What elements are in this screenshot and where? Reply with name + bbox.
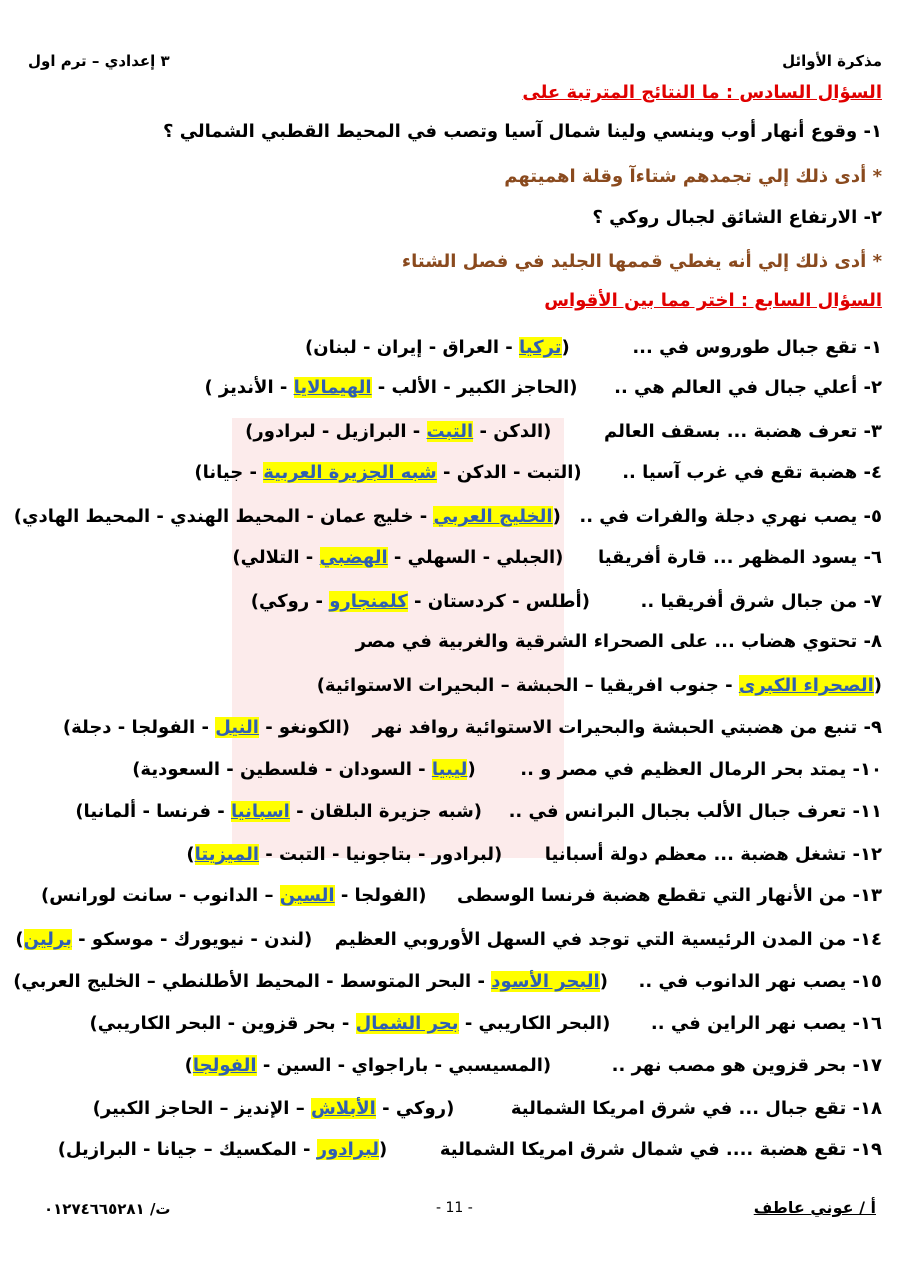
q7-item-11-before: (شبه جزيرة البلقان - bbox=[289, 801, 483, 822]
q7-item-10-stem: ١٠- يمتد بحر الرمال العظيم في مصر و .. bbox=[520, 759, 882, 780]
q7-item-10-answer: ليبيا bbox=[431, 759, 468, 780]
header-title: مذكرة الأوائل bbox=[782, 52, 882, 70]
q6-item-2-answer: * أدى ذلك إلي أنه يغطي قممها الجليد في فصل الشتاء bbox=[401, 251, 882, 272]
q7-item-16 bbox=[90, 1012, 882, 1036]
q7-item-7-after: - روكي) bbox=[250, 591, 330, 612]
q7-item-14-stem: ١٤- من المدن الرئيسية التي توجد في السهل الأوروبي العظيم bbox=[334, 929, 882, 950]
q7-item-4 bbox=[194, 461, 882, 485]
q7-item-19-after: - المكسيك – جيانا - البرازيل) bbox=[57, 1139, 317, 1160]
q7-item-11 bbox=[75, 800, 882, 824]
q7-item-13-stem: ١٣- من الأنهار التي تقطع هضبة فرنسا الوسطى bbox=[457, 885, 882, 906]
q7-item-5-before: ( bbox=[552, 506, 561, 527]
q7-item-14 bbox=[15, 928, 882, 952]
q7-item-19-answer: لبرادور bbox=[316, 1139, 380, 1160]
q7-item-10 bbox=[132, 758, 882, 782]
q7-item-1-answer: تركيا bbox=[519, 337, 562, 358]
q6-item-1-question: ١- وقوع أنهار أوب وينسي ولينا شمال آسيا وتصب في المحيط القطبي الشمالي ؟ bbox=[162, 121, 882, 142]
q7-item-8-stem: ٨- تحتوي هضاب ... على الصحراء الشرقية والغربية في مصر bbox=[355, 631, 882, 652]
q7-item-16-stem: ١٦- يصب نهر الراين في .. bbox=[650, 1013, 882, 1034]
q7-item-13-after: – الدانوب - سانت لورانس) bbox=[41, 885, 280, 906]
q7-item-2-before: (الحاجز الكبير - الألب - bbox=[371, 377, 578, 398]
q7-item-1-before: ( bbox=[561, 337, 570, 358]
q7-item-13-answer: السين bbox=[279, 885, 335, 906]
q7-item-7-answer: كلمنجارو bbox=[329, 591, 408, 612]
q7-item-17-after: ) bbox=[184, 1055, 193, 1076]
q7-item-14-after: ) bbox=[15, 929, 24, 950]
footer-teacher-name: أ / عوني عاطف bbox=[753, 1198, 876, 1217]
q7-item-4-answer: شبه الجزيرة العربية bbox=[263, 462, 437, 483]
q7-item-7-before: (أطلس - كردستان - bbox=[407, 591, 590, 612]
q7-item-15-stem: ١٥- يصب نهر الدانوب في .. bbox=[638, 971, 882, 992]
q7-item-10-before: ( bbox=[467, 759, 476, 780]
q7-item-11-stem: ١١- تعرف جبال الألب بجبال البرانس في .. bbox=[508, 801, 882, 822]
q7-item-1-stem: ١- تقع جبال طوروس في ... bbox=[632, 337, 882, 358]
q7-item-14-before: (لندن - نيويورك - موسكو - bbox=[71, 929, 313, 950]
q7-item-18-after: – الإنديز – الحاجز الكبير) bbox=[92, 1098, 311, 1119]
q7-item-11-answer: اسبانيا bbox=[231, 801, 290, 822]
q7-item-15 bbox=[13, 970, 882, 994]
q7-item-5-answer: الخليج العربي bbox=[433, 506, 553, 527]
q7-item-6 bbox=[232, 546, 882, 570]
q6-item-2-question: ٢- الارتفاع الشائق لجبال روكي ؟ bbox=[592, 207, 882, 228]
q7-item-3-answer: التبت bbox=[426, 421, 474, 442]
q7-item-8-before: ( bbox=[873, 675, 882, 696]
q7-item-4-after: - جيانا) bbox=[194, 462, 264, 483]
q7-item-6-before: (الجبلي - السهلي - bbox=[387, 547, 564, 568]
q7-item-18 bbox=[93, 1097, 882, 1121]
q7-item-4-before: (التبت - الدكن - bbox=[436, 462, 582, 483]
q7-item-6-answer: الهضبي bbox=[319, 547, 388, 568]
q7-item-7 bbox=[251, 590, 882, 614]
q7-item-4-stem: ٤- هضبة تقع في غرب آسيا .. bbox=[622, 462, 882, 483]
q7-item-9-before: (الكونغو - bbox=[258, 717, 351, 738]
q7-item-18-before: (روكي - bbox=[375, 1098, 455, 1119]
q7-item-17-answer: الفولجا bbox=[192, 1055, 257, 1076]
q7-item-2-after: - الأنديز ) bbox=[204, 377, 294, 398]
q7-item-9-stem: ٩- تنبع من هضبتي الحبشة والبحيرات الاستوائية روافد نهر bbox=[372, 717, 882, 738]
q7-item-13-before: (الفولجا - bbox=[334, 885, 427, 906]
q7-item-18-answer: الأبلاش bbox=[311, 1098, 376, 1119]
q7-item-6-stem: ٦- يسود المظهر ... قارة أفريقيا bbox=[597, 547, 882, 568]
q7-item-8-after: - جنوب افريقيا – الحبشة – البحيرات الاستوائية) bbox=[316, 675, 739, 696]
q7-item-2-answer: الهيمالايا bbox=[293, 377, 372, 398]
q7-item-12-answer: الميزيتا bbox=[194, 844, 260, 865]
q7-item-16-answer: بحر الشمال bbox=[355, 1013, 459, 1034]
q7-item-15-before: ( bbox=[599, 971, 608, 992]
q7-item-8 bbox=[356, 630, 882, 654]
q7-item-2-stem: ٢- أعلي جبال في العالم هي .. bbox=[614, 377, 882, 398]
q7-title: السؤال السابع : اختر مما بين الأقواس bbox=[544, 290, 882, 311]
q6-item-1-answer: * أدى ذلك إلي تجمدهم شتاءآ وقلة اهميتهم bbox=[504, 166, 882, 187]
q7-item-9-answer: النيل bbox=[215, 717, 259, 738]
q7-item-11-after: - فرنسا - ألمانيا) bbox=[75, 801, 231, 822]
q7-item-10-after: - السودان - فلسطين - السعودية) bbox=[132, 759, 432, 780]
q7-item-16-before: (البحر الكاريبي - bbox=[458, 1013, 611, 1034]
q7-item-1-after: - العراق - إيران - لبنان) bbox=[304, 337, 520, 358]
q7-item-17-stem: ١٧- بحر قزوين هو مصب نهر .. bbox=[611, 1055, 882, 1076]
q7-item-3-after: - البرازيل - لبرادور) bbox=[245, 421, 427, 442]
q7-item-19-stem: ١٩- تقع هضبة .... في شمال شرق امريكا الشمالية bbox=[439, 1139, 882, 1160]
q7-item-5 bbox=[14, 505, 882, 529]
q7-item-17-before: (المسيسبي - باراجواي - السين - bbox=[256, 1055, 552, 1076]
q7-item-3-before: (الدكن - bbox=[473, 421, 552, 442]
q7-item-7-stem: ٧- من جبال شرق أفريقيا .. bbox=[640, 591, 882, 612]
q7-item-12-before: (لبرادور - بتاجونيا - التبت - bbox=[259, 844, 503, 865]
q7-item-14-answer: برلين bbox=[23, 929, 72, 950]
q7-item-5-stem: ٥- يصب نهري دجلة والفرات في .. bbox=[579, 506, 882, 527]
q7-item-15-after: - البحر المتوسط - المحيط الأطلنطي – الخليج العربي) bbox=[13, 971, 492, 992]
q7-item-12 bbox=[186, 843, 882, 867]
q7-item-8-options bbox=[317, 674, 882, 698]
q7-item-13 bbox=[41, 884, 882, 908]
q7-item-19 bbox=[58, 1138, 882, 1162]
q7-item-15-answer: البحر الأسود bbox=[491, 971, 600, 992]
header-grade: ٣ إعدادي – ترم اول bbox=[28, 52, 170, 70]
q7-item-17 bbox=[185, 1054, 882, 1078]
q7-item-19-before: ( bbox=[379, 1139, 388, 1160]
q7-item-12-after: ) bbox=[186, 844, 195, 865]
q7-item-8-answer: الصحراء الكبرى bbox=[738, 675, 874, 696]
q7-item-16-after: - بحر قزوين - البحر الكاريبي) bbox=[89, 1013, 356, 1034]
q7-item-1 bbox=[305, 336, 882, 360]
q6-title: السؤال السادس : ما النتائج المترتبة على bbox=[522, 82, 882, 103]
q7-item-12-stem: ١٢- تشغل هضبة ... معظم دولة أسبانيا bbox=[544, 844, 882, 865]
footer-phone: ت/ ٠١٢٧٤٦٦٥٢٨١ bbox=[44, 1200, 171, 1218]
q7-item-3 bbox=[245, 420, 882, 444]
q7-item-18-stem: ١٨- تقع جبال ... في شرق امريكا الشمالية bbox=[510, 1098, 882, 1119]
q7-item-9 bbox=[63, 716, 882, 740]
q7-item-3-stem: ٣- تعرف هضبة ... بسقف العالم bbox=[603, 421, 882, 442]
footer-page-number: - 11 - bbox=[436, 1200, 473, 1216]
q7-item-9-after: - الفولجا - دجلة) bbox=[62, 717, 216, 738]
q7-item-2 bbox=[204, 376, 882, 400]
q7-item-5-after: - خليج عمان - المحيط الهندي - المحيط الهادي) bbox=[13, 506, 434, 527]
q7-item-6-after: - التلالي) bbox=[232, 547, 320, 568]
